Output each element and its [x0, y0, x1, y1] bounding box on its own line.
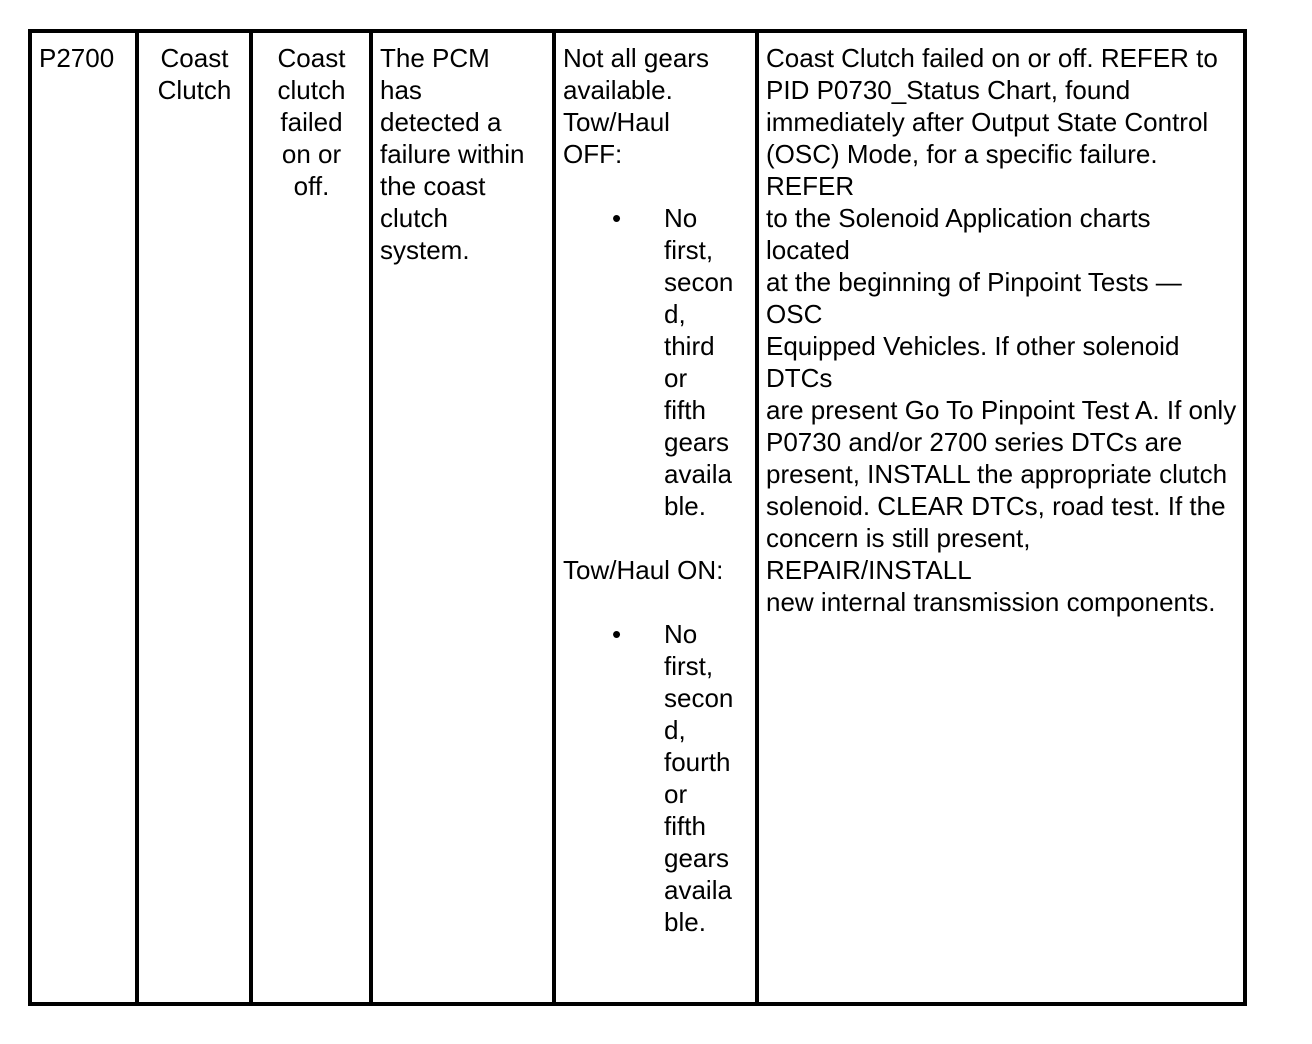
bullet-line: ble.: [664, 907, 706, 937]
possible-cause-cell: [371, 31, 554, 1004]
condition-line: Coast: [277, 43, 346, 73]
action-cell: [757, 31, 1245, 1004]
symptom-intro-line: Not all gears: [563, 43, 709, 73]
action-line: Equipped Vehicles. If other solenoid DTCs: [766, 331, 1180, 393]
bullet-line: No: [664, 203, 698, 233]
bullet-line: secon: [664, 683, 734, 713]
bullet-line: fourth: [664, 747, 731, 777]
cause-line: clutch: [380, 203, 448, 233]
symptom-intro-line: available.: [563, 75, 673, 105]
action-line: new internal transmission components.: [766, 587, 1216, 617]
bullet-line: or: [664, 363, 688, 393]
action-line: present, INSTALL the appropriate clutch: [766, 459, 1228, 489]
bullet-line: secon: [664, 267, 734, 297]
bullet-line: fifth: [664, 811, 706, 841]
dtc-code-cell: [30, 31, 137, 1004]
dtc-table: [28, 29, 1247, 1006]
symptom-cell: [554, 31, 757, 1004]
description-cell: [137, 31, 251, 1004]
action-line: Coast Clutch failed on or off. REFER to: [766, 43, 1218, 73]
condition-line: failed: [280, 107, 343, 137]
bullet-line: ble.: [664, 491, 706, 521]
action-line: P0730 and/or 2700 series DTCs are: [766, 427, 1183, 457]
bullet-line: No: [664, 619, 698, 649]
bullet-line: d,: [664, 715, 686, 745]
bullet-line: availa: [664, 459, 732, 489]
action-line: immediately after Output State Control: [766, 107, 1209, 137]
bullet-line: third: [664, 331, 715, 361]
tow-haul-on-bullet: [563, 618, 749, 938]
symptom-intro-line: OFF:: [563, 139, 623, 169]
cause-line: failure within: [380, 139, 525, 169]
dtc-code: P2700: [39, 43, 115, 73]
bullet-line: gears: [664, 843, 730, 873]
description-line: Clutch: [157, 75, 232, 105]
bullet-line: or: [664, 779, 688, 809]
table-row: [30, 31, 1245, 1004]
tow-haul-off-bullet: [563, 202, 749, 522]
cause-line: The PCM: [380, 43, 490, 73]
bullet-line: availa: [664, 875, 732, 905]
condition-cell: [251, 31, 371, 1004]
bullet-line: fifth: [664, 395, 706, 425]
symptom-intro-line: Tow/Haul: [563, 107, 670, 137]
bullet-line: gears: [664, 427, 730, 457]
description-line: Coast: [160, 43, 229, 73]
cause-line: the coast: [380, 171, 486, 201]
bullet-icon: •: [612, 203, 622, 233]
action-line: concern is still present, REPAIR/INSTALL: [766, 523, 1031, 585]
condition-line: on or: [281, 139, 342, 169]
action-line: are present Go To Pinpoint Test A. If only: [766, 395, 1237, 425]
cause-line: system.: [380, 235, 470, 265]
bullet-line: first,: [664, 235, 714, 265]
cause-line: detected a: [380, 107, 502, 137]
tow-haul-on-label: Tow/Haul ON:: [563, 555, 724, 585]
action-line: solenoid. CLEAR DTCs, road test. If the: [766, 491, 1226, 521]
condition-line: clutch: [277, 75, 346, 105]
action-line: to the Solenoid Application charts located: [766, 203, 1151, 265]
action-line: PID P0730_Status Chart, found: [766, 75, 1131, 105]
bullet-line: d,: [664, 299, 686, 329]
spacer: [563, 522, 749, 554]
condition-line: off.: [293, 171, 330, 201]
action-line: (OSC) Mode, for a specific failure. REFER: [766, 139, 1158, 201]
bullet-line: first,: [664, 651, 714, 681]
action-line: at the beginning of Pinpoint Tests — OSC: [766, 267, 1182, 329]
bullet-icon: •: [612, 619, 622, 649]
cause-line: has: [380, 75, 422, 105]
